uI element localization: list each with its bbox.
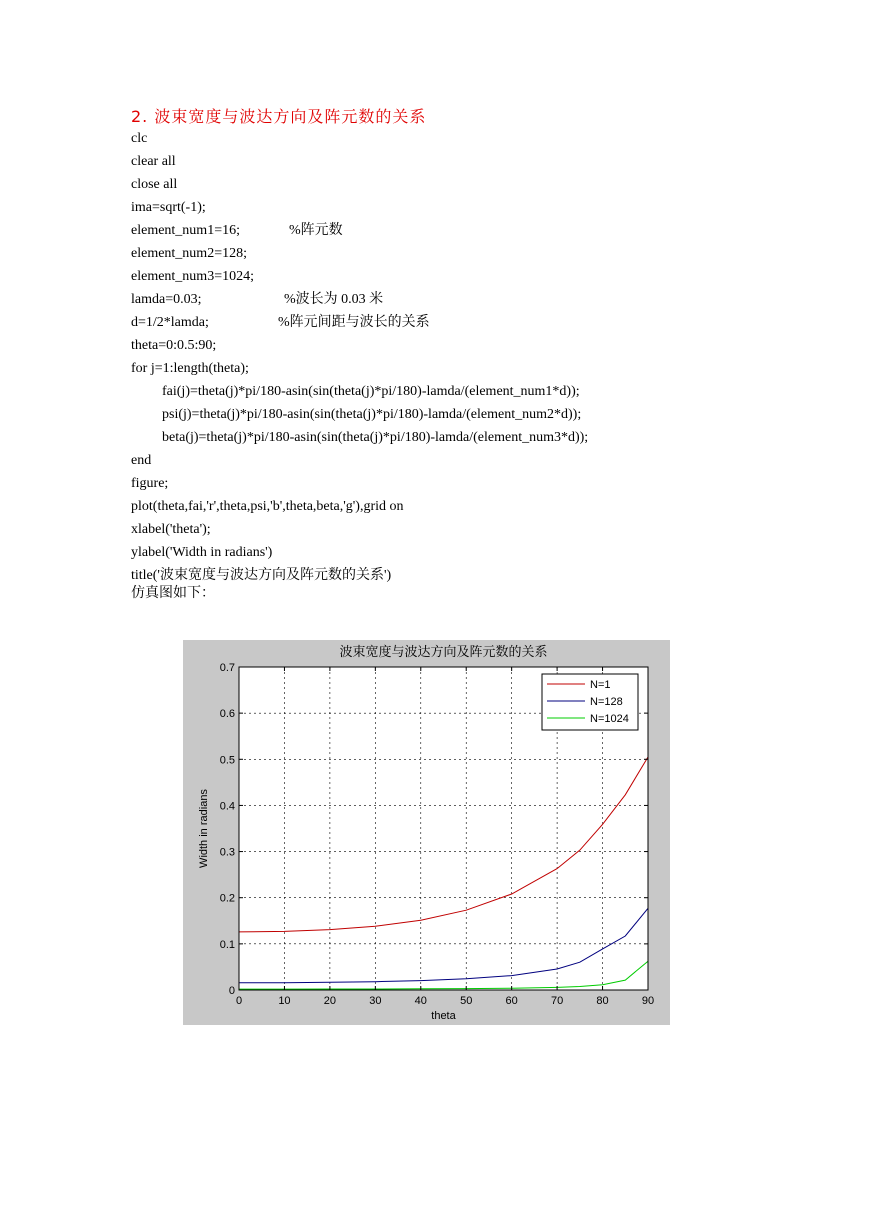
code-line	[131, 311, 751, 334]
figure-intro-text: 仿真图如下：	[131, 586, 215, 601]
code-line	[131, 472, 751, 495]
x-tick-label: 40	[414, 995, 427, 1007]
legend-label: N=128	[590, 696, 623, 708]
x-tick-label: 50	[460, 995, 473, 1007]
code-text: beta(j)=theta(j)*pi/180-asin(sin(theta(j)*pi/180)-lamda/(element_num3*d));	[162, 430, 589, 445]
code-comment: %阵元间距与波长的关系	[278, 315, 430, 330]
code-text: element_num1=16;	[131, 223, 240, 238]
code-block	[131, 127, 751, 587]
y-axis-label: Width in radians	[198, 789, 210, 868]
legend-label: N=1	[590, 679, 611, 691]
x-tick-label: 0	[235, 995, 243, 1007]
code-line	[131, 173, 751, 196]
code-text: clc	[131, 131, 148, 146]
y-tick-label: 0.3	[219, 846, 235, 859]
code-line	[131, 334, 751, 357]
x-tick-label: 10	[278, 995, 291, 1007]
code-line	[131, 495, 751, 518]
code-line	[131, 449, 751, 472]
code-text: fai(j)=theta(j)*pi/180-asin(sin(theta(j)*pi/180)-lamda/(element_num1*d));	[162, 384, 580, 399]
code-comment: %波长为 0.03 米	[284, 292, 384, 307]
x-tick-label: 20	[323, 995, 337, 1007]
code-text: figure;	[131, 476, 169, 491]
chart-title: 波束宽度与波达方向及阵元数的关系	[339, 644, 548, 659]
x-tick-label: 70	[550, 995, 564, 1007]
legend-label: N=1024	[590, 713, 629, 725]
code-line	[131, 426, 751, 449]
code-text: d=1/2*lamda;	[131, 315, 209, 330]
code-text: lamda=0.03;	[131, 292, 202, 307]
code-text: psi(j)=theta(j)*pi/180-asin(sin(theta(j)*pi/180)-lamda/(element_num2*d));	[162, 407, 582, 422]
line-chart	[183, 640, 670, 1025]
code-line	[131, 242, 751, 265]
code-comment: %阵元数	[289, 223, 343, 238]
x-tick-label: 30	[369, 995, 382, 1007]
code-text: plot(theta,fai,'r',theta,psi,'b',theta,beta,'g'),grid on	[131, 499, 404, 514]
x-tick-label: 90	[641, 995, 655, 1007]
code-line	[131, 518, 751, 541]
code-line	[131, 357, 751, 380]
x-tick-label: 80	[596, 995, 609, 1007]
code-text: ylabel('Width in radians')	[131, 545, 273, 560]
code-text: title('波束宽度与波达方向及阵元数的关系')	[131, 568, 392, 583]
code-line	[131, 564, 751, 587]
code-text: element_num2=128;	[131, 246, 247, 261]
y-tick-label: 0.6	[219, 708, 235, 721]
code-line	[131, 403, 751, 426]
code-line	[131, 196, 751, 219]
code-line	[131, 288, 751, 311]
x-axis-label: theta	[431, 1010, 456, 1022]
y-tick-label: 0.4	[219, 800, 235, 813]
code-line	[131, 265, 751, 288]
code-text: ima=sqrt(-1);	[131, 200, 206, 215]
code-text: close all	[131, 177, 178, 192]
code-text: clear all	[131, 154, 176, 169]
y-tick-label: 0	[228, 985, 235, 997]
section-heading: 2. 波束宽度与波达方向及阵元数的关系	[131, 107, 427, 126]
code-line	[131, 127, 751, 150]
code-text: theta=0:0.5:90;	[131, 338, 217, 353]
y-tick-label: 0.1	[219, 938, 235, 951]
y-tick-label: 0.2	[219, 892, 235, 905]
code-text: for j=1:length(theta);	[131, 361, 249, 376]
code-line	[131, 380, 751, 403]
y-tick-label: 0.7	[219, 662, 235, 674]
x-tick-label: 60	[505, 995, 518, 1007]
code-line	[131, 219, 751, 242]
y-tick-label: 0.5	[219, 754, 235, 767]
code-text: element_num3=1024;	[131, 269, 254, 284]
code-text: end	[131, 453, 152, 468]
matlab-figure	[183, 640, 670, 1025]
code-line	[131, 150, 751, 173]
code-line	[131, 541, 751, 564]
code-text: xlabel('theta');	[131, 522, 211, 537]
